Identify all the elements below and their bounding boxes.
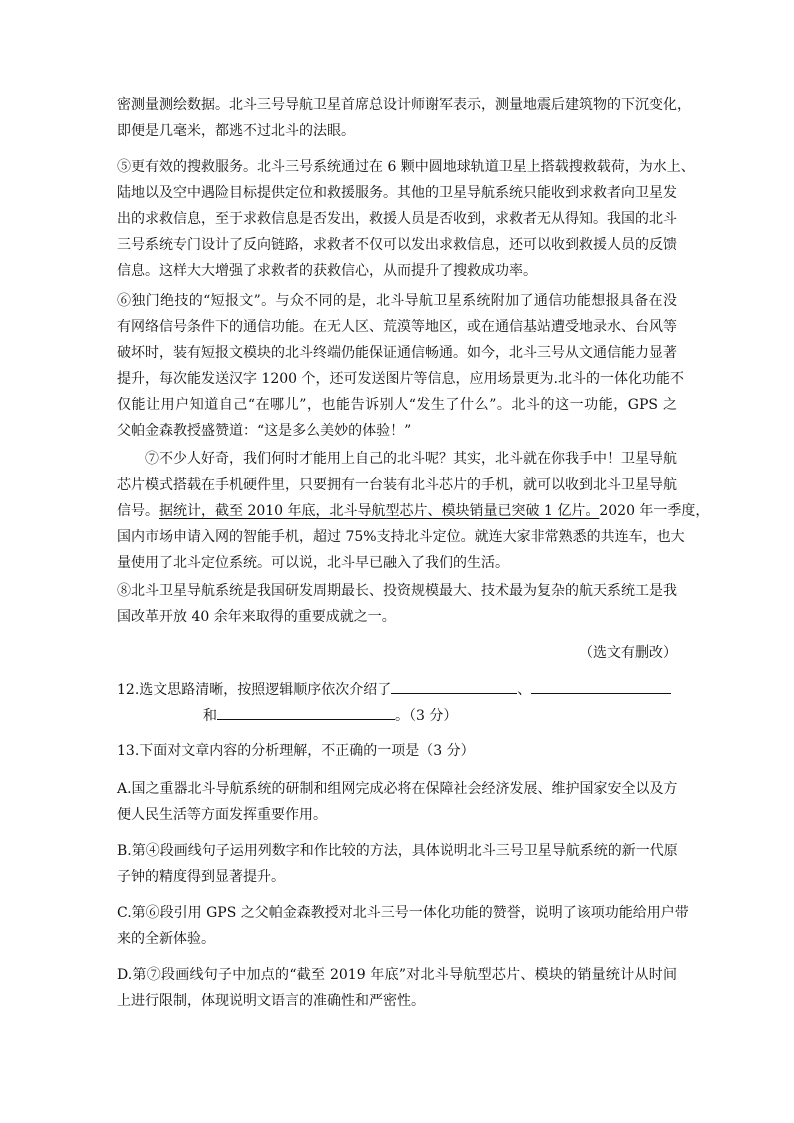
text-line: 国内市场申请入网的智能手机，超过 75%支持北斗定位。就连大家非常熟悉的共连车，也大 [117, 529, 685, 545]
option-text-line: D.第⑦段画线句子中加点的“截至 2019 年底”对北斗导航型芯片、模块的销量统计从时间 [117, 967, 677, 983]
question-12-prompt: 12.选文思路清晰，按照逻辑顺序依次介绍了 [117, 682, 392, 698]
text-line: 国改革开放 40 余年来取得的重要成就之一。 [117, 609, 396, 625]
score-suffix: 。（3 分） [395, 708, 458, 724]
option-text-line: 上进行限制，体现说明文语言的准确性和严密性。 [117, 993, 425, 1009]
option-text-line: 来的全新体验。 [117, 931, 215, 947]
text-line: 仅能让用户知道自己“在哪儿”，也能告诉别人“发生了什么”。北斗的这一功能，GPS 之 [117, 397, 677, 413]
option-a[interactable] [117, 776, 677, 828]
text-line: 量使用了北斗定位系统。可以说，北斗早已融入了我们的生活。 [117, 555, 509, 571]
text-segment: 信号。 [117, 503, 159, 519]
option-text-line: 便人民生活等方面发挥重要作用。 [117, 807, 327, 823]
text-line-with-underline [117, 498, 710, 524]
underlined-sentence: 据统计，截至 2010 年底，北斗导航型芯片、模块销量已突破 1 亿片。 [159, 503, 600, 519]
text-line: 密测量测绘数据。北斗三号导航卫星首席总设计师谢军表示，测量地震后建筑物的下沉变化， [117, 97, 691, 113]
option-text-line: A.国之重器北斗导航系统的研制和组网完成必将在保障社会经济发展、维护国家安全以及方 [117, 781, 678, 797]
question-13 [117, 738, 677, 764]
text-line: ⑧北斗卫星导航系统是我国研发周期最长、投资规模最大、技术最为复杂的航天系统工是我 [117, 583, 677, 599]
source-note-text: （选文有删改） [579, 645, 677, 661]
text-line: 出的求救信息，至于求救信息是否发出，救援人员是否收到，求救者无从得知。我国的北斗 [117, 211, 677, 227]
question-13-stem: 13.下面对文章内容的分析理解，不正确的一项是（3 分） [117, 743, 475, 759]
text-segment: 2020 年一季度， [599, 503, 710, 519]
and-word: 和 [203, 708, 217, 724]
option-text-line: B.第④段画线句子运用列数字和作比较的方法，具体说明北斗三号卫星导航系统的新一代原 [117, 843, 678, 859]
paragraph-4-tail [117, 92, 691, 144]
answer-blank-2[interactable] [531, 677, 671, 694]
answer-blank-1[interactable] [391, 677, 517, 694]
text-line: 父帕金森教授盛赞道：“这是多么美妙的体验！” [117, 423, 412, 439]
text-line: 有网络信号条件下的通信功能。在无人区、荒漠等地区，或在通信基站遭受地录水、台风等 [117, 319, 677, 335]
question-12-line-2 [117, 703, 677, 729]
paragraph-7 [117, 446, 710, 576]
paragraph-5 [117, 154, 695, 284]
paragraph-6 [117, 288, 684, 444]
blank-separator: 、 [517, 682, 532, 698]
option-text-line: C.第⑥段引用 GPS 之父帕金森教授对北斗三号一体化功能的赞誉，说明了该项功能给用户带 [117, 905, 689, 921]
answer-blank-3[interactable] [217, 703, 395, 720]
source-note [117, 640, 685, 666]
text-line: 提升，每次能发送汉字 1200 个，还可发送图片等信息，应用场景更为.北斗的一体化功能不 [117, 371, 684, 387]
option-text-line: 子钟的精度得到显著提升。 [117, 869, 285, 885]
option-d[interactable] [117, 962, 677, 1014]
text-line: 即便是几毫米，都逃不过北斗的法眼。 [117, 123, 355, 139]
text-line: 陆地以及空中遇险目标提供定位和救援服务。其他的卫星导航系统只能收到求救者向卫星发 [117, 185, 677, 201]
text-line: ⑤更有效的搜救服务。北斗三号系统通过在 6 颗中圆地球轨道卫星上搭载搜救载荷，为水上、 [117, 159, 695, 175]
option-b[interactable] [117, 838, 677, 890]
text-line: ⑥独门绝技的“短报文”。与众不同的是，北斗导航卫星系统附加了通信功能想报具备在没 [117, 293, 677, 309]
text-line: 三号系统专门设计了反向链路，求救者不仅可以发出求救信息，还可以收到救援人员的反馈 [117, 237, 677, 253]
paragraph-8 [117, 578, 677, 630]
question-12 [117, 677, 677, 729]
option-c[interactable] [117, 900, 689, 952]
text-line: 芯片模式搭载在手机硬件里，只要拥有一台装有北斗芯片的手机，就可以收到北斗卫星导航 [117, 477, 677, 493]
text-line: ⑦不少人好奇，我们何时才能用上自己的北斗呢？其实，北斗就在你我手中！卫星导航 [145, 451, 677, 467]
question-12-line-1 [117, 677, 677, 703]
text-line: 破坏时，装有短报文模块的北斗终端仍能保证通信畅通。如今，北斗三号从文通信能力显著 [117, 345, 677, 361]
text-line: 信息。这样大大增强了求救者的获救信心，从而提升了搜救成功率。 [117, 263, 537, 279]
